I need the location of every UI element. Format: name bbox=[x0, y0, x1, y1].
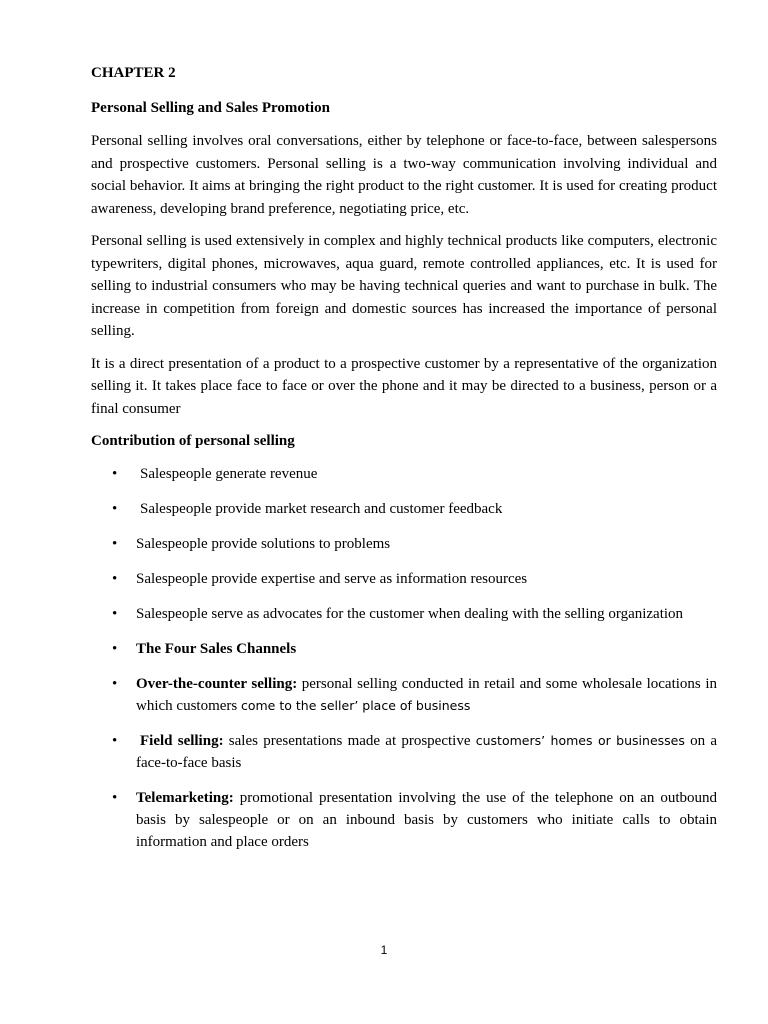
bullet-icon: • bbox=[112, 606, 118, 622]
channel-text: personal selling conducted in retail and some wholesale locations in which customers bbox=[136, 676, 717, 714]
channel-text-sans: customers’ homes or businesses bbox=[475, 733, 685, 748]
paragraph-3: It is a direct presentation of a product to a prospective customer by a representative of the organization selling it. It takes place face to face or over the phone and it may be directed to a business, person or a final consumer bbox=[91, 355, 717, 417]
bullet-icon: • bbox=[112, 641, 118, 657]
bullet-icon: • bbox=[112, 536, 118, 552]
paragraph-2: Personal selling is used extensively in complex and highly technical products like computers, electronic typewriters, digital phones, microwaves, aqua guard, remote controlled appliances, etc. It is used for selling to industrial consumers who may be having technical queries and want to purchase in bulk. The increase in competition from foreign and domestic sources has increased the importance of personal selling. bbox=[91, 233, 717, 339]
list-item bbox=[91, 498, 717, 520]
list-item-text: Salespeople provide expertise and serve as information resources bbox=[136, 571, 528, 587]
channel-text: sales presentations made at prospective bbox=[223, 733, 476, 749]
channel-term: Over-the-counter selling: bbox=[136, 676, 298, 692]
list-item bbox=[91, 787, 717, 853]
channel-text-after: on a face-to-face basis bbox=[136, 733, 717, 771]
list-item-text: Salespeople generate revenue bbox=[140, 466, 318, 482]
bullet-icon: • bbox=[112, 733, 118, 749]
bullet-icon: • bbox=[112, 571, 118, 587]
page-number: 1 bbox=[380, 943, 388, 957]
channel-term: Telemarketing: bbox=[136, 790, 234, 806]
channels-heading: The Four Sales Channels bbox=[136, 641, 297, 657]
list-item bbox=[91, 533, 717, 555]
contribution-list bbox=[91, 463, 717, 853]
list-item bbox=[91, 568, 717, 590]
list-item bbox=[91, 673, 717, 717]
contribution-heading: Contribution of personal selling bbox=[91, 433, 295, 449]
list-item bbox=[91, 730, 717, 774]
list-item bbox=[91, 638, 717, 660]
list-item bbox=[91, 463, 717, 485]
page-content bbox=[91, 62, 717, 866]
channel-text: promotional presentation involving the use of the telephone on an outbound basis by salespeople or on an inbound basis by customers who initiate calls to obtain information and place orders bbox=[136, 790, 717, 850]
bullet-icon: • bbox=[112, 790, 118, 806]
channel-text-sans: come to the seller’ place of business bbox=[240, 698, 471, 713]
bullet-icon: • bbox=[112, 466, 118, 482]
section-title: Personal Selling and Sales Promotion bbox=[91, 100, 330, 116]
list-item-text: Salespeople provide solutions to problems bbox=[136, 536, 391, 552]
list-item-text: Salespeople provide market research and customer feedback bbox=[140, 501, 503, 517]
list-item bbox=[91, 603, 717, 625]
chapter-label: CHAPTER 2 bbox=[91, 65, 176, 81]
bullet-icon: • bbox=[112, 676, 118, 692]
list-item-text: Salespeople serve as advocates for the customer when dealing with the selling organization bbox=[136, 606, 684, 622]
channel-term: Field selling: bbox=[140, 733, 224, 749]
bullet-icon: • bbox=[112, 501, 118, 517]
paragraph-1: Personal selling involves oral conversations, either by telephone or face-to-face, between salespersons and prospective customers. Personal selling is a two-way communication involving individual and social behavior. It aims at bringing the right product to the right customer. It is used for creating product awareness, developing brand preference, negotiating price, etc. bbox=[91, 133, 717, 217]
